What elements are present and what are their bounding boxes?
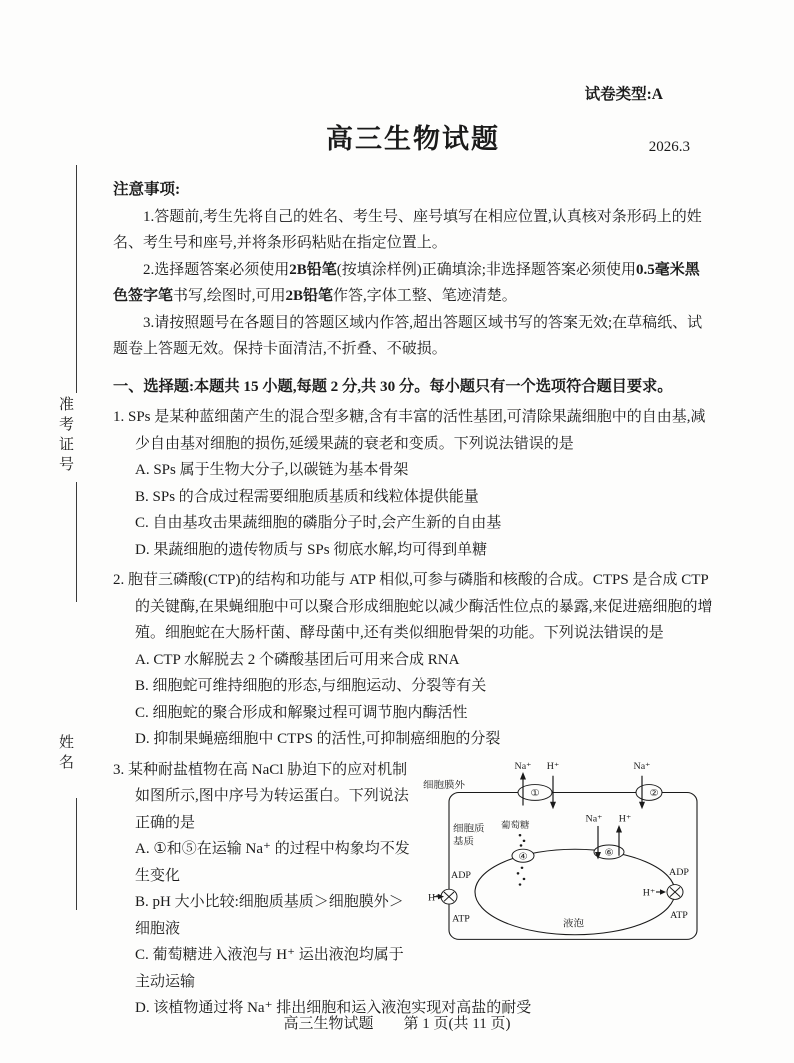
question-3-diagram: [423, 759, 713, 945]
label-h-top: H⁺: [546, 761, 560, 772]
exam-number-label: 准考证号: [57, 396, 73, 476]
page-footer: [0, 1012, 794, 1033]
label-cytoplasm-1: 细胞质: [453, 823, 485, 834]
label-h-left: H⁺: [428, 892, 441, 903]
question-2-option-d: D. 抑制果蝇癌细胞中 CTPS 的活性,可抑制癌细胞的分裂: [135, 731, 501, 747]
question-2: [113, 567, 713, 753]
footer-title: 高三生物试题: [283, 1016, 374, 1032]
question-3-stem: 3. 某种耐盐植物在高 NaCl 胁迫下的应对机制如图所示,图中序号为转运蛋白。下列说法正确的是: [113, 761, 409, 831]
margin-rule-middle: [76, 482, 77, 602]
question-1-option-a: A. SPs 属于生物大分子,以碳链为基本骨架: [135, 462, 409, 478]
question-3: [113, 757, 713, 1022]
question-1-option-b: B. SPs 的合成过程需要细胞质基质和线粒体提供能量: [135, 488, 479, 505]
label-h-mid: H⁺: [618, 813, 632, 824]
question-2-option-a: A. CTP 水解脱去 2 个磷酸基团后可用来合成 RNA: [135, 651, 460, 668]
label-transporter-2: ②: [649, 787, 659, 799]
label-adp-left: ADP: [451, 869, 471, 881]
label-na-mid: Na⁺: [585, 813, 603, 824]
question-1-stem: 1. SPs 是某种蓝细菌产生的混合型多糖,含有丰富的活性基团,可清除果蔬细胞中的自由基,减少自由基对细胞的损伤,延缓果蔬的衰老和变质。下列说法错误的是: [113, 409, 706, 452]
label-transporter-1: ①: [530, 787, 540, 799]
exam-date: 2026.3: [648, 139, 690, 155]
margin-rule-bottom: [76, 798, 77, 910]
label-vacuole: 液泡: [563, 918, 584, 929]
question-3-option-b: B. pH 大小比较:细胞质基质＞细胞膜外＞细胞液: [135, 894, 404, 937]
notice-heading: 注意事项:: [113, 181, 181, 198]
question-2-option-b: B. 细胞蛇可维持细胞的形态,与细胞运动、分裂等有关: [135, 678, 487, 694]
margin-rule-top: [76, 165, 77, 393]
label-atp-right: ATP: [670, 909, 688, 921]
label-outside-membrane: 细胞膜外: [423, 779, 465, 791]
label-transporter-6: ⑥: [604, 847, 614, 859]
section-1-heading: 一、选择题:本题共 15 小题,每题 2 分,共 30 分。每小题只有一个选项符合题目要求。: [113, 377, 673, 395]
question-2-option-c: C. 细胞蛇的聚合形成和解聚过程可调节胞内酶活性: [135, 704, 468, 721]
notice-item-2: 2.选择题答案必须使用2B铅笔(按填涂样例)正确填涂;非选择题答案必须使用0.5毫米黑色签字笔书写,绘图时,可用2B铅笔作答,字体工整、笔迹清楚。: [113, 261, 700, 304]
page-title: 高三生物试题: [326, 124, 500, 154]
label-cytoplasm-2: 基质: [453, 836, 474, 847]
cell-membrane: [449, 792, 697, 939]
notice-section: [113, 177, 713, 363]
label-glucose: 葡萄糖: [501, 819, 530, 830]
cell-transport-diagram: [423, 759, 713, 945]
question-1-option-c: C. 自由基攻击果蔬细胞的磷脂分子时,会产生新的自由基: [135, 515, 502, 531]
label-na-top-left: Na⁺: [514, 761, 532, 772]
name-label: 姓名: [57, 734, 73, 774]
notice-item-1: 1.答题前,考生先将自己的姓名、考生号、座号填写在相应位置,认真核对条形码上的姓名、考生号和座号,并将条形码粘贴在指定位置上。: [113, 208, 702, 251]
label-h-right: H⁺: [642, 887, 656, 899]
question-3-option-a: A. ①和⑤在运输 Na⁺ 的过程中构象均不发生变化: [135, 841, 410, 884]
question-1: [113, 404, 713, 563]
question-2-stem: 2. 胞苷三磷酸(CTP)的结构和功能与 ATP 相似,可参与磷脂和核酸的合成。CTPS 是合成 CTP 的关键酶,在果蝇细胞中可以聚合形成细胞蛇以减少酶活性位点的暴露,来促进癌细胞的增殖。细胞蛇在大肠杆菌、酵母菌中,还有类似细胞骨架的功能。下列说法错误的是: [113, 572, 713, 641]
label-adp-right: ADP: [669, 867, 689, 878]
notice-item-3: 3.请按照题号在各题目的答题区域内作答,超出答题区域书写的答案无效;在草稿纸、试题卷上答题无效。保持卡面清洁,不折叠、不破损。: [113, 314, 703, 357]
label-atp-left: ATP: [452, 913, 470, 925]
footer-page-number: 第 1 页(共 11 页): [403, 1016, 511, 1032]
title-row: [113, 119, 713, 159]
page-content: [113, 85, 713, 1022]
question-1-option-d: D. 果蔬细胞的遗传物质与 SPs 彻底水解,均可得到单糖: [135, 541, 488, 558]
question-3-option-d: D. 该植物通过将 Na⁺ 排出细胞和运入液泡实现对高盐的耐受: [135, 1000, 532, 1016]
question-3-option-c: C. 葡萄糖进入液泡与 H⁺ 运出液泡均属于主动运输: [135, 947, 404, 990]
label-na-top-right: Na⁺: [633, 761, 651, 772]
label-transporter-4: ④: [518, 851, 528, 862]
paper-type: 试卷类型:A: [584, 86, 663, 103]
